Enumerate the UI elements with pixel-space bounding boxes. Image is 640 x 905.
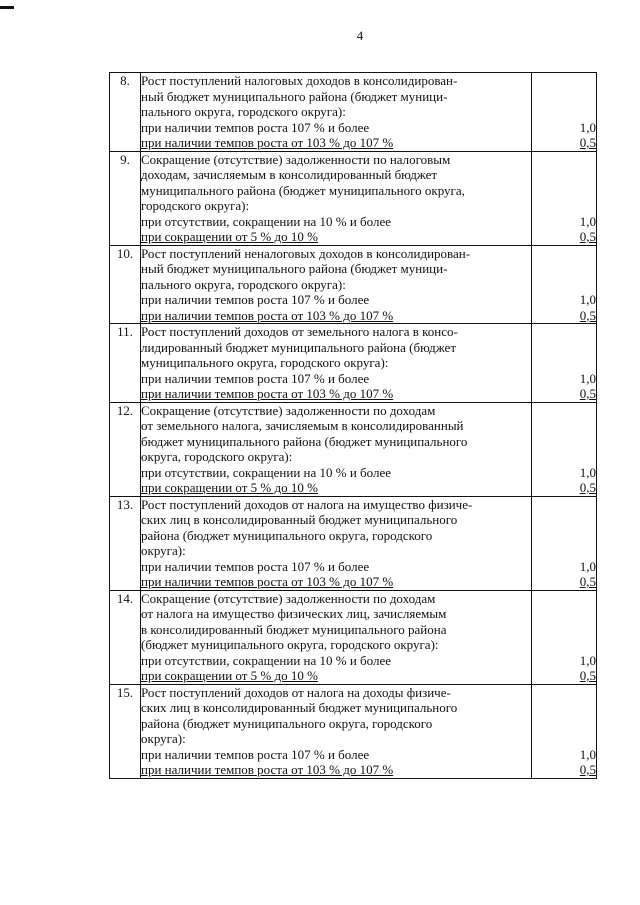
score-spacer [532, 167, 596, 183]
score-spacer [532, 152, 596, 168]
score-cell [532, 402, 597, 496]
score-value: 0,5 [579, 574, 596, 589]
score-spacer [532, 637, 596, 653]
score-value: 1,0 [579, 292, 596, 307]
condition-text: при наличии темпов роста от 103 % до 107 % [141, 762, 394, 777]
criterion-text-line: муниципального округа, городского округа): [141, 355, 389, 370]
criterion-row [110, 151, 597, 245]
criterion-text-line: района (бюджет муниципального округа, городского [141, 715, 433, 731]
score-spacer [532, 104, 596, 120]
score-spacer [532, 606, 596, 622]
criterion-description [141, 590, 532, 684]
score-cell [532, 684, 597, 778]
score-spacer [532, 198, 596, 214]
condition-text: при сокращении от 5 % до 10 % [141, 480, 318, 495]
score-cell [532, 73, 597, 152]
criterion-text-line: округа, городского округа): [141, 449, 293, 464]
criterion-row [110, 245, 597, 324]
criterion-text-line: от земельного налога, зачисляемым в консолидированный [141, 418, 464, 433]
criterion-text-line: Сокращение (отсутствие) задолженности по доходам [141, 402, 436, 418]
condition-text: при наличии темпов роста от 103 % до 107 % [141, 135, 394, 150]
criterion-text-line: в консолидированный бюджет муниципального района [141, 621, 447, 637]
score-value: 1,0 [579, 370, 596, 386]
page-edge-mark [0, 6, 14, 9]
criterion-text-line: городского округа): [141, 198, 250, 213]
score-spacer [532, 528, 596, 544]
score-spacer [532, 403, 596, 419]
criterion-text-line: пального округа, городского округа): [141, 104, 346, 119]
condition-text: при отсутствии, сокращении на 10 % и более [141, 652, 392, 668]
score-spacer [532, 324, 596, 340]
condition-text: при отсутствии, сокращении на 10 % и более [141, 213, 392, 229]
criterion-description [141, 324, 532, 403]
score-spacer [532, 355, 596, 371]
score-value: 0,5 [579, 762, 596, 777]
criterion-text-line: ный бюджет муниципального района (бюджет муници- [141, 88, 448, 104]
score-cell [532, 151, 597, 245]
criterion-text-line: округа): [141, 731, 186, 746]
condition-text: при наличии темпов роста 107 % и более [141, 746, 370, 762]
score-cell [532, 245, 597, 324]
score-spacer [532, 685, 596, 701]
score-value: 0,5 [579, 668, 596, 683]
criterion-text-line: Рост поступлений доходов от налога на доходы физиче- [141, 684, 451, 700]
criterion-number: 15. [110, 684, 141, 778]
score-spacer [532, 418, 596, 434]
criterion-text-line: муниципального района (бюджет муниципального округа, [141, 182, 465, 198]
score-spacer [532, 246, 596, 262]
score-spacer [532, 449, 596, 465]
condition-text: при наличии темпов роста 107 % и более [141, 119, 370, 135]
criterion-row [110, 590, 597, 684]
score-value: 0,5 [579, 307, 596, 323]
criterion-text-line: Рост поступлений налоговых доходов в консолидирован- [141, 73, 458, 88]
score-cell [532, 496, 597, 590]
score-cell [532, 590, 597, 684]
score-spacer [532, 340, 596, 356]
criterion-text-line: ских лиц в консолидированный бюджет муниципального [141, 700, 458, 715]
criterion-text-line: (бюджет муниципального округа, городского округа): [141, 637, 439, 652]
criterion-text-line: ских лиц в консолидированный бюджет муниципального [141, 512, 458, 527]
criteria-table [109, 72, 597, 779]
condition-text: при наличии темпов роста 107 % и более [141, 558, 370, 574]
criterion-text-line: района (бюджет муниципального округа, городского [141, 527, 433, 543]
criterion-text-line: Рост поступлений неналоговых доходов в консолидирован- [141, 245, 471, 261]
criterion-text-line: пального округа, городского округа): [141, 276, 346, 292]
score-value: 0,5 [579, 135, 596, 150]
criterion-row [110, 496, 597, 590]
criterion-text-line: лидированный бюджет муниципального района (бюджет [141, 339, 457, 355]
criterion-row [110, 684, 597, 778]
criterion-number: 8. [110, 73, 141, 152]
score-spacer [532, 700, 596, 716]
score-spacer [532, 89, 596, 105]
criterion-number: 10. [110, 245, 141, 324]
criterion-description [141, 73, 532, 152]
criterion-row [110, 73, 597, 152]
score-spacer [532, 261, 596, 277]
score-value: 0,5 [579, 386, 596, 401]
criterion-row [110, 324, 597, 403]
score-spacer [532, 716, 596, 732]
criterion-description [141, 245, 532, 324]
criterion-text-line: от налога на имущество физических лиц, зачисляемым [141, 606, 447, 621]
score-spacer [532, 434, 596, 450]
score-value: 1,0 [579, 213, 596, 229]
criteria-table-body [110, 73, 597, 779]
score-value: 0,5 [579, 480, 596, 495]
criterion-description [141, 151, 532, 245]
criterion-text-line: Сокращение (отсутствие) задолженности по налоговым [141, 151, 451, 167]
score-spacer [532, 512, 596, 528]
score-value: 1,0 [579, 464, 596, 480]
condition-text: при наличии темпов роста 107 % и более [141, 370, 370, 386]
criterion-number: 9. [110, 151, 141, 245]
criterion-description [141, 402, 532, 496]
criterion-text-line: Сокращение (отсутствие) задолженности по доходам [141, 590, 436, 606]
condition-text: при сокращении от 5 % до 10 % [141, 229, 318, 244]
criterion-number: 11. [110, 324, 141, 403]
score-spacer [532, 73, 596, 89]
score-value: 1,0 [579, 746, 596, 762]
criterion-text-line: округа): [141, 543, 186, 558]
condition-text: при наличии темпов роста 107 % и более [141, 292, 370, 307]
criterion-number: 13. [110, 496, 141, 590]
score-spacer [532, 543, 596, 559]
score-value: 1,0 [579, 119, 596, 135]
criterion-description [141, 496, 532, 590]
criterion-text-line: Рост поступлений доходов от земельного налога в консо- [141, 324, 458, 339]
criterion-row [110, 402, 597, 496]
criterion-number: 12. [110, 402, 141, 496]
score-value: 1,0 [579, 652, 596, 668]
condition-text: при сокращении от 5 % до 10 % [141, 668, 318, 683]
score-spacer [532, 183, 596, 199]
criterion-description [141, 684, 532, 778]
score-spacer [532, 731, 596, 747]
score-value: 1,0 [579, 558, 596, 574]
condition-text: при наличии темпов роста от 103 % до 107 % [141, 574, 394, 589]
condition-text: при наличии темпов роста от 103 % до 107 % [141, 307, 394, 323]
condition-text: при отсутствии, сокращении на 10 % и более [141, 464, 392, 480]
score-value: 0,5 [579, 229, 596, 244]
criterion-text-line: доходам, зачисляемым в консолидированный бюджет [141, 167, 438, 182]
criterion-text-line: бюджет муниципального района (бюджет муниципального [141, 433, 468, 449]
score-cell [532, 324, 597, 403]
score-spacer [532, 622, 596, 638]
criterion-text-line: Рост поступлений доходов от налога на имущество физиче- [141, 496, 473, 512]
score-spacer [532, 497, 596, 513]
criterion-text-line: ный бюджет муниципального района (бюджет муници- [141, 261, 448, 276]
score-spacer [532, 591, 596, 607]
condition-text: при наличии темпов роста от 103 % до 107 % [141, 386, 394, 401]
criterion-number: 14. [110, 590, 141, 684]
score-spacer [532, 277, 596, 293]
page-number: 4 [356, 28, 364, 43]
